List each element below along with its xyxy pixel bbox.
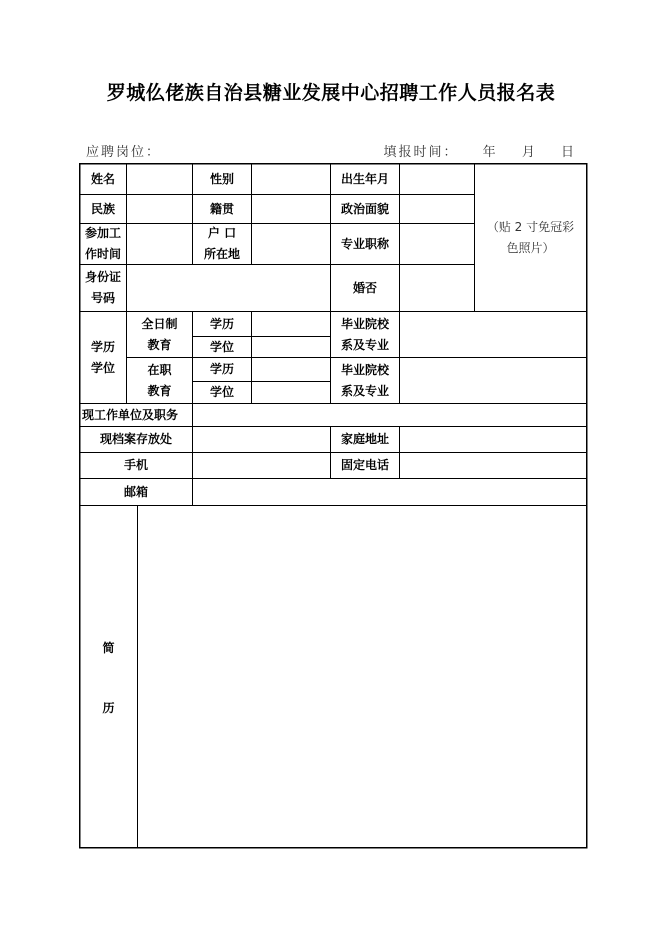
gender-field[interactable] bbox=[252, 164, 330, 194]
label-fulltime bbox=[127, 312, 192, 357]
label-resume-char2: 历 bbox=[102, 700, 115, 715]
label-gender: 性别 bbox=[209, 171, 234, 186]
label-inservice-degree-level: 学历 bbox=[209, 362, 234, 376]
label-inservice-school bbox=[331, 358, 399, 403]
label-inservice-line1: 在职 bbox=[147, 362, 172, 377]
label-hukou-line2: 所在地 bbox=[203, 247, 240, 261]
day-label: 日 bbox=[560, 145, 576, 160]
label-birth: 出生年月 bbox=[340, 171, 389, 186]
photo-note-line2: 色照片） bbox=[506, 240, 555, 255]
label-fulltime-school-line2: 系及专业 bbox=[340, 337, 389, 352]
label-education-line2: 学位 bbox=[90, 360, 115, 375]
political-field[interactable] bbox=[400, 195, 474, 223]
mobile-field[interactable] bbox=[193, 453, 330, 478]
label-fulltime-degree-level: 学历 bbox=[209, 316, 234, 331]
label-home-address: 家庭地址 bbox=[340, 432, 389, 446]
marital-field[interactable] bbox=[400, 265, 474, 311]
title-rank-field[interactable] bbox=[400, 224, 474, 264]
ethnicity-field[interactable] bbox=[127, 195, 192, 223]
label-resume-char1: 简 bbox=[102, 640, 115, 655]
fill-time-label: 填报时间： bbox=[383, 145, 459, 160]
id-field[interactable] bbox=[127, 265, 330, 311]
label-id-line1: 身份证 bbox=[84, 270, 121, 284]
post-label: 应聘岗位： bbox=[86, 145, 162, 160]
label-title-rank: 专业职称 bbox=[340, 236, 389, 251]
label-archive: 现档案存放处 bbox=[99, 432, 172, 446]
label-inservice-school-line1: 毕业院校 bbox=[340, 362, 389, 377]
inservice-degree-field[interactable] bbox=[252, 382, 330, 403]
inservice-school-field[interactable] bbox=[400, 358, 586, 403]
photo-placeholder[interactable] bbox=[475, 164, 586, 311]
label-hukou-line1: 户 口 bbox=[207, 226, 237, 240]
label-hukou bbox=[193, 224, 251, 264]
label-inservice-school-line2: 系及专业 bbox=[340, 383, 389, 398]
label-inservice bbox=[127, 358, 192, 403]
label-inservice-degree: 学位 bbox=[209, 385, 234, 399]
label-ethnicity: 民族 bbox=[90, 201, 115, 216]
birth-field[interactable] bbox=[400, 164, 474, 194]
work-start-field[interactable] bbox=[127, 224, 192, 264]
label-native-place: 籍贯 bbox=[209, 201, 234, 216]
name-field[interactable] bbox=[127, 164, 192, 194]
photo-note-line1: （贴 2 寸免冠彩 bbox=[486, 219, 575, 234]
resume-field[interactable] bbox=[138, 506, 586, 847]
label-work-start bbox=[80, 224, 126, 264]
fulltime-degree-field[interactable] bbox=[252, 337, 330, 357]
archive-field[interactable] bbox=[193, 427, 330, 452]
current-work-field[interactable] bbox=[193, 404, 586, 426]
label-current-work: 现工作单位及职务 bbox=[82, 407, 179, 422]
label-landline: 固定电话 bbox=[340, 458, 389, 472]
label-inservice-line2: 教育 bbox=[147, 383, 172, 398]
label-work-start-line2: 作时间 bbox=[84, 247, 121, 261]
fulltime-degree-level-field[interactable] bbox=[252, 312, 330, 336]
fulltime-school-field[interactable] bbox=[400, 312, 586, 357]
label-fulltime-degree: 学位 bbox=[209, 339, 234, 354]
email-field[interactable] bbox=[193, 479, 586, 505]
hukou-field[interactable] bbox=[252, 224, 330, 264]
label-name: 姓名 bbox=[90, 171, 115, 186]
label-fulltime-line1: 全日制 bbox=[141, 316, 178, 331]
label-marital: 婚否 bbox=[352, 280, 377, 295]
home-address-field[interactable] bbox=[400, 427, 586, 452]
label-fulltime-school-line1: 毕业院校 bbox=[340, 316, 389, 331]
label-education bbox=[80, 312, 126, 403]
inservice-degree-level-field[interactable] bbox=[252, 358, 330, 381]
label-political: 政治面貌 bbox=[340, 201, 389, 216]
year-label: 年 bbox=[482, 145, 498, 160]
landline-field[interactable] bbox=[400, 453, 586, 478]
label-mobile: 手机 bbox=[123, 458, 148, 472]
label-email: 邮箱 bbox=[123, 484, 148, 499]
form-title: 罗城仫佬族自治县糖业发展中心招聘工作人员报名表 bbox=[106, 82, 556, 104]
label-fulltime-school bbox=[331, 312, 399, 357]
month-label: 月 bbox=[521, 145, 537, 160]
label-work-start-line1: 参加工 bbox=[84, 226, 121, 240]
label-fulltime-line2: 教育 bbox=[147, 337, 172, 352]
label-id bbox=[80, 265, 126, 311]
label-education-line1: 学历 bbox=[90, 339, 115, 354]
native-place-field[interactable] bbox=[252, 195, 330, 223]
label-id-line2: 号码 bbox=[90, 291, 115, 305]
